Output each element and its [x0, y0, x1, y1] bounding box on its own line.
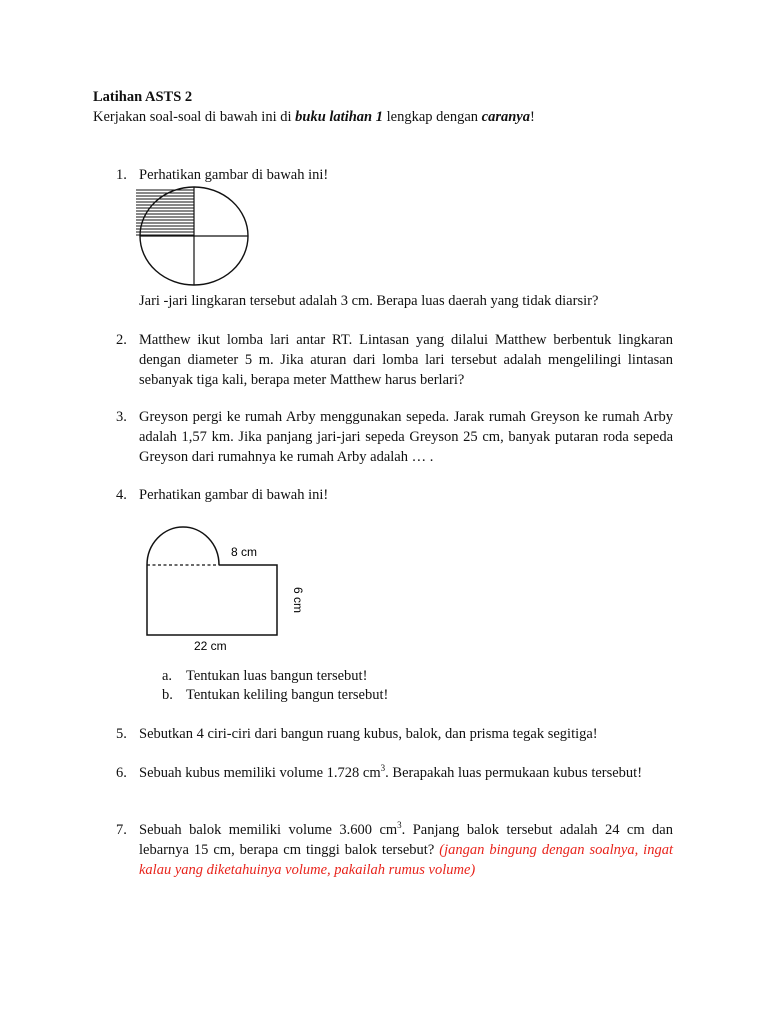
- superscript: 3: [397, 820, 402, 831]
- question-2-text: Matthew ikut lomba lari antar RT. Lintasan yang dilalui Matthew berbentuk lingkaran dengan diameter 5 m. Jika aturan dari lomba lari tersebut adalah mengelilingi lintasan sebanyak tiga kali, berapa meter Matthew harus berlari?: [139, 332, 673, 388]
- composite-shape-diagram: [140, 524, 310, 656]
- question-number: 5.: [116, 726, 127, 742]
- page-title: Latihan ASTS 2: [93, 89, 193, 105]
- intro-text-end: !: [529, 109, 535, 125]
- label-top: 8 cm: [231, 545, 258, 559]
- question-1-text: Perhatikan gambar di bawah ini!: [139, 167, 329, 183]
- question-number: 2.: [116, 332, 127, 348]
- question-number: 3.: [116, 409, 127, 425]
- sub-question-text: Tentukan luas bangun tersebut!: [186, 668, 368, 684]
- question-6-text-a: Sebuah kubus memiliki volume 1.728 cm: [139, 765, 381, 781]
- question-1-followup: Jari -jari lingkaran tersebut adalah 3 cm. Berapa luas daerah yang tidak diarsir?: [139, 293, 599, 309]
- superscript: 3: [380, 763, 386, 774]
- instructions: [93, 107, 535, 127]
- question-7-text-b: . Panjang balok tersebut adalah 24 cm dan lebarnya 15 cm, berapa cm tinggi balok tersebut?: [139, 822, 673, 858]
- question-7-note: (jangan bingung dengan soalnya, ingat kalau yang diketahuinya volume, pakailah rumus volume): [139, 842, 673, 878]
- question-number: 7.: [116, 822, 127, 838]
- question-7-text: [139, 820, 673, 880]
- intro-emphasis-book: buku latihan 1: [295, 109, 383, 125]
- question-4-text: Perhatikan gambar di bawah ini!: [139, 487, 329, 503]
- question-number: 4.: [116, 487, 127, 503]
- rectangle: [147, 565, 277, 635]
- question-6-text: [139, 763, 673, 783]
- intro-text-mid: lengkap dengan: [382, 109, 482, 125]
- semicircle: [147, 527, 219, 565]
- question-7-text-a: Sebuah balok memiliki volume 3.600 cm: [139, 822, 398, 838]
- question-number: 6.: [116, 765, 127, 781]
- intro-emphasis-method: caranya: [481, 109, 530, 125]
- question-6-text-b: . Berapakah luas permukaan kubus tersebut!: [385, 765, 643, 781]
- sub-question-text: Tentukan keliling bangun tersebut!: [186, 687, 389, 703]
- label-side: 6 cm: [291, 586, 305, 614]
- question-3-text: Greyson pergi ke rumah Arby menggunakan sepeda. Jarak rumah Greyson ke rumah Arby adalah 1,57 km. Jika panjang jari-jari sepeda Greyson 25 cm, banyak putaran roda sepeda Greyson dari rumahnya ke rumah Arby adalah … .: [139, 409, 673, 465]
- sub-question-letter: a.: [162, 668, 173, 684]
- question-5-text: Sebutkan 4 ciri-ciri dari bangun ruang kubus, balok, dan prisma tegak segitiga!: [139, 726, 598, 742]
- circle-diagram: [136, 186, 254, 290]
- label-bottom: 22 cm: [194, 639, 227, 653]
- sub-question-letter: b.: [162, 687, 173, 703]
- question-number: 1.: [116, 167, 127, 183]
- intro-text: Kerjakan soal-soal di bawah ini di: [93, 109, 296, 125]
